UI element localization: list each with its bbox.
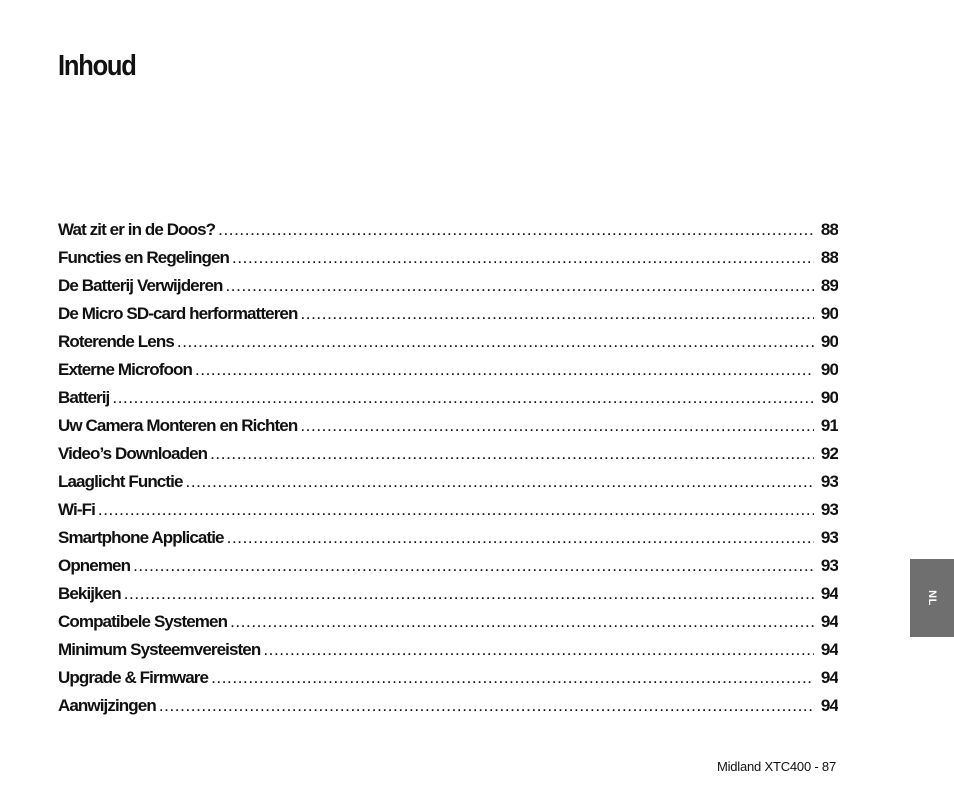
- toc-entry-page: 88: [820, 220, 838, 239]
- toc-entry[interactable]: [58, 216, 838, 244]
- toc-entry-page: 88: [820, 248, 838, 267]
- toc-dot-leader: [300, 300, 814, 328]
- toc-entry-label: Opnemen: [58, 556, 131, 575]
- toc-dot-leader: [195, 356, 814, 384]
- toc-entry-label: Functies en Regelingen: [58, 248, 230, 267]
- toc-entry-page: 89: [820, 276, 838, 295]
- toc-dot-leader: [300, 412, 814, 440]
- toc-dot-leader: [227, 524, 814, 552]
- page-title: Inhoud: [58, 50, 136, 82]
- toc-entry-page: 90: [820, 304, 838, 323]
- toc-entry[interactable]: [58, 496, 838, 524]
- toc-entry[interactable]: [58, 692, 838, 720]
- toc-entry-page: 93: [820, 472, 838, 491]
- toc-dot-leader: [211, 664, 814, 692]
- language-tab: [910, 559, 954, 637]
- toc-entry[interactable]: [58, 244, 838, 272]
- toc-entry[interactable]: [58, 412, 838, 440]
- toc-dot-leader: [210, 440, 814, 468]
- toc-entry-label: Batterij: [58, 388, 110, 407]
- toc-entry-label: Video’s Downloaden: [58, 444, 208, 463]
- toc-dot-leader: [218, 216, 814, 244]
- toc-entry[interactable]: [58, 580, 838, 608]
- toc-entry-label: Externe Microfoon: [58, 360, 192, 379]
- toc-entry[interactable]: [58, 524, 838, 552]
- toc-entry-page: 90: [820, 360, 838, 379]
- toc-dot-leader: [112, 384, 814, 412]
- toc-entry-page: 93: [820, 500, 838, 519]
- toc-dot-leader: [159, 692, 814, 720]
- toc-entry[interactable]: [58, 664, 838, 692]
- toc-entry-page: 92: [820, 444, 838, 463]
- toc-entry-page: 93: [820, 528, 838, 547]
- toc-dot-leader: [186, 468, 815, 496]
- toc-dot-leader: [124, 580, 814, 608]
- toc-dot-leader: [98, 496, 814, 524]
- toc-entry-page: 94: [820, 668, 838, 687]
- toc-entry[interactable]: [58, 356, 838, 384]
- toc-entry[interactable]: [58, 384, 838, 412]
- table-of-contents: [58, 216, 838, 720]
- toc-entry-label: De Micro SD-card herformatteren: [58, 304, 298, 323]
- toc-entry-page: 90: [820, 332, 838, 351]
- toc-dot-leader: [263, 636, 814, 664]
- toc-dot-leader: [232, 244, 814, 272]
- toc-entry-label: Roterende Lens: [58, 332, 174, 351]
- toc-entry-page: 93: [820, 556, 838, 575]
- toc-entry-label: Upgrade & Firmware: [58, 668, 209, 687]
- toc-entry-label: Compatibele Systemen: [58, 612, 228, 631]
- toc-entry-label: Bekijken: [58, 584, 121, 603]
- toc-entry-label: Smartphone Applicatie: [58, 528, 224, 547]
- language-tab-label: NL: [925, 590, 938, 606]
- toc-entry-page: 91: [820, 416, 838, 435]
- toc-entry-label: Wat zit er in de Doos?: [58, 220, 216, 239]
- toc-entry[interactable]: [58, 272, 838, 300]
- toc-entry-label: Minimum Systeemvereisten: [58, 640, 261, 659]
- toc-entry-page: 94: [820, 640, 838, 659]
- toc-entry-page: 94: [820, 584, 838, 603]
- toc-entry[interactable]: [58, 636, 838, 664]
- toc-entry-page: 94: [820, 612, 838, 631]
- page-footer: Midland XTC400 - 87: [716, 759, 836, 774]
- toc-dot-leader: [225, 272, 814, 300]
- toc-entry-label: Aanwijzingen: [58, 696, 156, 715]
- toc-dot-leader: [230, 608, 814, 636]
- toc-entry[interactable]: [58, 468, 838, 496]
- toc-entry-label: Wi-Fi: [58, 500, 95, 519]
- toc-entry-label: De Batterij Verwijderen: [58, 276, 223, 295]
- toc-entry[interactable]: [58, 552, 838, 580]
- toc-entry-page: 90: [820, 388, 838, 407]
- toc-entry[interactable]: [58, 608, 838, 636]
- toc-entry[interactable]: [58, 300, 838, 328]
- toc-entry[interactable]: [58, 440, 838, 468]
- toc-entry-label: Uw Camera Monteren en Richten: [58, 416, 298, 435]
- toc-entry-page: 94: [820, 696, 838, 715]
- toc-dot-leader: [177, 328, 814, 356]
- toc-dot-leader: [133, 552, 814, 580]
- toc-entry[interactable]: [58, 328, 838, 356]
- toc-entry-label: Laaglicht Functie: [58, 472, 183, 491]
